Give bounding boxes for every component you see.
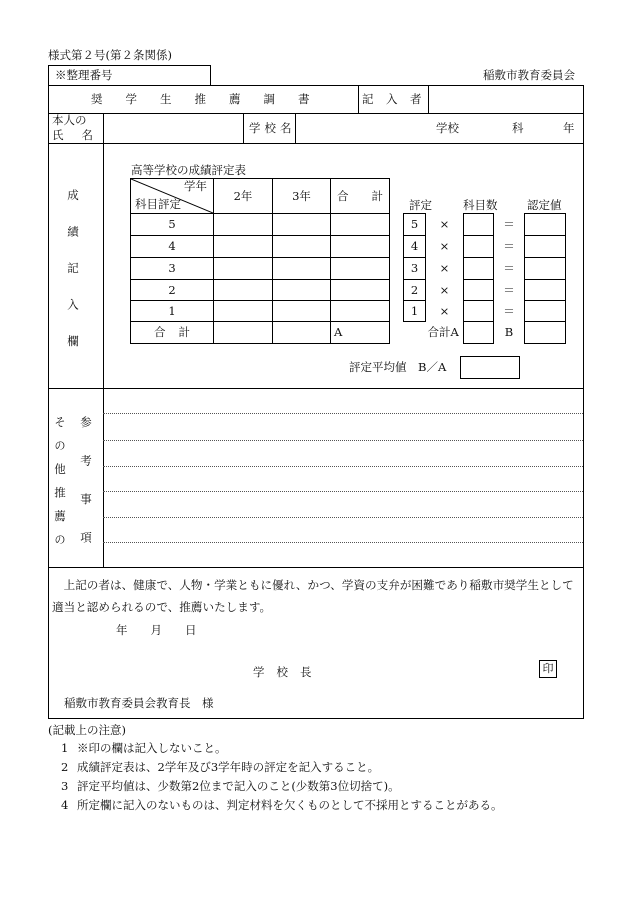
calc-value-cell xyxy=(525,301,566,322)
col-year3-header: 3年 xyxy=(273,179,331,214)
equals-sign: ＝ xyxy=(503,282,515,297)
remarks-line xyxy=(103,542,583,543)
table-row xyxy=(131,236,390,258)
row-divider xyxy=(48,143,584,144)
school-name-label: 学校名 xyxy=(249,121,296,135)
reference-number-label: ※整理番号 xyxy=(55,68,113,82)
addressee: 稲敷市教育委員会教育長 様 xyxy=(64,696,214,710)
year2-cell xyxy=(214,301,273,322)
issuer-name: 稲敷市教育委員会 xyxy=(483,68,575,82)
note-number: 3 xyxy=(61,779,69,793)
times-sign: × xyxy=(439,303,450,318)
total-cell xyxy=(331,214,390,236)
times-sign: × xyxy=(439,261,450,275)
note-text: ※印の欄は記入しないこと。 xyxy=(77,741,227,755)
times-sign: × xyxy=(439,239,450,253)
calc-count-cell xyxy=(464,214,494,236)
calc-row xyxy=(404,236,566,258)
calc-blank-cell xyxy=(404,322,426,344)
note-number: 2 xyxy=(61,760,69,774)
reference-number-box xyxy=(48,65,211,86)
total-value-label: B xyxy=(504,325,514,339)
total-count-label: 合計A xyxy=(427,325,459,339)
calc-total-row xyxy=(404,322,566,344)
name-label-line2: 氏名 xyxy=(52,128,111,142)
remarks-line xyxy=(103,466,583,467)
label-column-divider xyxy=(103,113,104,567)
column-divider xyxy=(358,85,359,113)
department-suffix: 科 xyxy=(512,121,524,135)
header-subject-rating-label: 科目評定 xyxy=(135,197,181,211)
equals-sign: ＝ xyxy=(503,303,515,318)
date-placeholder: 年月日 xyxy=(116,623,220,637)
calc-rating-cell: 3 xyxy=(404,258,426,280)
notes-heading: (記載上の注意) xyxy=(48,723,126,737)
equals-sign: ＝ xyxy=(503,261,515,275)
calc-value-cell xyxy=(525,280,566,301)
recorder-label: 記入者 xyxy=(362,92,434,106)
calc-row xyxy=(404,214,566,236)
total-row-label-text: 合計 xyxy=(154,325,203,339)
remarks-line xyxy=(103,413,583,414)
grade-table-title: 高等学校の成績評定表 xyxy=(131,163,246,177)
grades-section-label: 成績記入欄 xyxy=(66,189,80,372)
total-count-cell xyxy=(464,322,494,344)
calc-count-cell xyxy=(464,280,494,301)
table-total-row xyxy=(131,322,390,344)
seal-mark: 印 xyxy=(539,660,557,678)
form-title: 奨学生推薦調書 xyxy=(91,92,333,106)
row-divider xyxy=(48,388,584,389)
calc-count-cell xyxy=(464,236,494,258)
year3-cell xyxy=(273,214,331,236)
remarks-label-col1: その他推薦の xyxy=(53,416,67,557)
row-divider xyxy=(48,567,584,568)
calc-rating-cell: 1 xyxy=(404,301,426,322)
form-number: 様式第２号(第２条関係) xyxy=(48,48,172,62)
year3-cell xyxy=(273,236,331,258)
remarks-line xyxy=(103,517,583,518)
header-year-label: 学年 xyxy=(184,179,207,193)
equals-sign: ＝ xyxy=(503,217,515,231)
year3-cell xyxy=(273,258,331,280)
column-divider xyxy=(243,113,244,143)
table-row xyxy=(131,258,390,280)
table-row xyxy=(131,214,390,236)
rating-label-cell: 2 xyxy=(131,280,214,301)
year2-cell xyxy=(214,236,273,258)
col-year2-header: 2年 xyxy=(214,179,273,214)
times-sign: × xyxy=(439,217,450,231)
year3-cell xyxy=(273,301,331,322)
school-name-field xyxy=(296,114,434,143)
year3-cell xyxy=(273,280,331,301)
total-value-cell xyxy=(525,322,566,344)
calc-row xyxy=(404,280,566,301)
rating-label-cell: 5 xyxy=(131,214,214,236)
year2-total-cell xyxy=(214,322,273,344)
year2-cell xyxy=(214,258,273,280)
rating-label-cell: 3 xyxy=(131,258,214,280)
calc-value-cell xyxy=(525,236,566,258)
total-cell xyxy=(331,236,390,258)
total-cell xyxy=(331,280,390,301)
rating-label-cell: 4 xyxy=(131,236,214,258)
note-number: 4 xyxy=(61,798,69,812)
calc-table xyxy=(403,213,566,344)
calc-rating-cell: 4 xyxy=(404,236,426,258)
calc-count-cell xyxy=(464,258,494,280)
remarks-line xyxy=(103,440,583,441)
student-name-field xyxy=(104,114,243,143)
calc-row xyxy=(404,301,566,322)
year2-cell xyxy=(214,280,273,301)
name-label-line1: 本人の xyxy=(52,113,87,127)
recommendation-statement: 上記の者は、健康で、人物・学業ともに優れ、かつ、学資の支弁が困難であり稲敷市奨学生として適当と認められるので、推薦いたします。 xyxy=(52,578,574,614)
note-text: 評定平均値は、少数第2位まで記入のこと(少数第3位切捨て)。 xyxy=(77,779,400,793)
table-row xyxy=(131,301,390,322)
note-text: 成績評定表は、2学年及び3学年時の評定を記入すること。 xyxy=(77,760,380,774)
grand-total-cell: A xyxy=(331,322,390,344)
grade-suffix: 年 xyxy=(563,121,575,135)
total-cell xyxy=(331,258,390,280)
calc-value-cell xyxy=(525,214,566,236)
calc-rating-cell: 5 xyxy=(404,214,426,236)
note-text: 所定欄に記入のないものは、判定材料を欠くものとして不採用とすることがある。 xyxy=(77,798,503,812)
calc-count-header: 科目数 xyxy=(463,198,498,212)
remarks-label-col2: 参考事項 xyxy=(79,416,93,570)
year3-total-cell xyxy=(273,322,331,344)
equals-sign: ＝ xyxy=(503,239,515,253)
grade-table xyxy=(130,178,406,344)
col-total-header xyxy=(331,179,406,214)
year2-cell xyxy=(214,214,273,236)
calc-row xyxy=(404,258,566,280)
principal-label: 学校長 xyxy=(253,665,324,679)
calc-value-cell xyxy=(525,258,566,280)
calc-value-header: 認定値 xyxy=(527,198,562,212)
calc-rating-cell: 2 xyxy=(404,280,426,301)
diagonal-header-cell xyxy=(131,179,214,214)
total-row-label xyxy=(131,322,214,344)
total-cell xyxy=(331,301,390,322)
grade-table-header-row xyxy=(131,179,390,214)
calc-count-cell xyxy=(464,301,494,322)
average-label: 評定平均値 B／A xyxy=(349,360,447,374)
table-row xyxy=(131,280,390,301)
average-value-box xyxy=(460,356,520,379)
school-suffix: 学校 xyxy=(436,121,459,135)
rating-label-cell: 1 xyxy=(131,301,214,322)
calc-rating-header: 評定 xyxy=(409,198,432,212)
note-number: 1 xyxy=(61,741,69,755)
remarks-line xyxy=(103,491,583,492)
col-total-header-text: 合計 xyxy=(337,188,406,203)
times-sign: × xyxy=(439,282,450,297)
recorder-field xyxy=(429,86,583,113)
